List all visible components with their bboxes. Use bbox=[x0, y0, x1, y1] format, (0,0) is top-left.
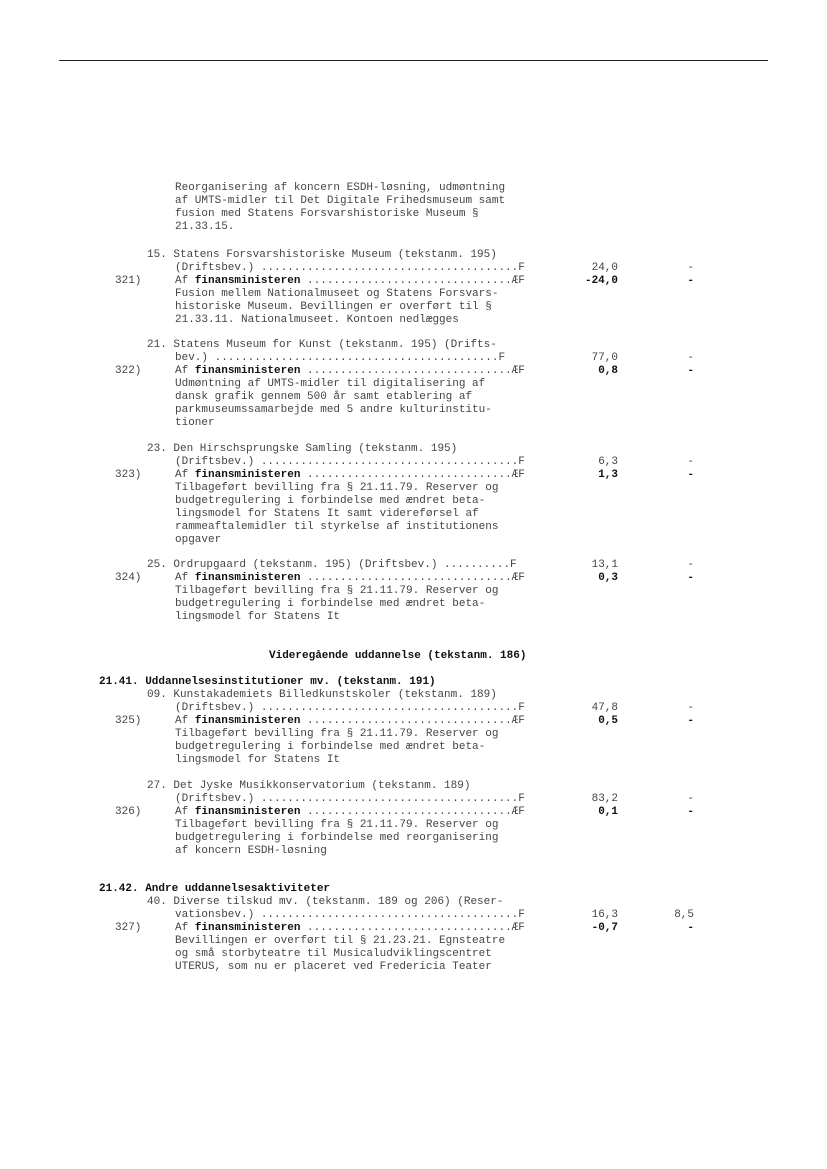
value-f2: - bbox=[687, 352, 694, 364]
entry-text: dansk grafik gennem 500 år samt etablering af bbox=[175, 391, 473, 403]
af-line: Af finansministeren ...............................ÆF bbox=[175, 275, 525, 287]
entry-title-cont: (Driftsbev.) .......................................F bbox=[175, 793, 525, 805]
entry-text: tioner bbox=[175, 417, 215, 429]
value-aef2: - bbox=[687, 572, 694, 584]
entry-text: opgaver bbox=[175, 534, 222, 546]
value-f: 47,8 bbox=[591, 702, 618, 714]
entry-text: Tilbageført bevilling fra § 21.11.79. Reserver og bbox=[175, 585, 499, 597]
entry-id: 327) bbox=[115, 922, 142, 934]
value-f: 77,0 bbox=[591, 352, 618, 364]
value-aef2: - bbox=[687, 715, 694, 727]
entry-title-cont: bev.) ...........................................F bbox=[175, 352, 506, 364]
af-line: Af finansministeren ...............................ÆF bbox=[175, 365, 525, 377]
entry-text: lingsmodel for Statens It bbox=[175, 754, 341, 766]
entry-text: budgetregulering i forbindelse med ændret beta- bbox=[175, 741, 486, 753]
af-line: Af finansministeren ...............................ÆF bbox=[175, 469, 525, 481]
section-heading-2141: 21.41. Uddannelsesinstitutioner mv. (tekstanm. 191) bbox=[99, 676, 436, 688]
af-line: Af finansministeren ...............................ÆF bbox=[175, 806, 525, 818]
value-aef: 0,1 bbox=[598, 806, 618, 818]
entry-text: og små storbyteatre til Musicaludviklingscentret bbox=[175, 948, 492, 960]
value-aef: 0,3 bbox=[598, 572, 618, 584]
entry-text: parkmuseumssamarbejde med 5 andre kulturinstitu- bbox=[175, 404, 492, 416]
entry-title: 15. Statens Forsvarshistoriske Museum (tekstanm. 195) bbox=[147, 249, 497, 261]
af-line: Af finansministeren ...............................ÆF bbox=[175, 922, 525, 934]
value-f2: - bbox=[687, 456, 694, 468]
value-f2: - bbox=[687, 793, 694, 805]
value-f: 6,3 bbox=[598, 456, 618, 468]
af-line: Af finansministeren ...............................ÆF bbox=[175, 715, 525, 727]
entry-id: 322) bbox=[115, 365, 142, 377]
entry-text: budgetregulering i forbindelse med reorganisering bbox=[175, 832, 499, 844]
entry-title-cont: (Driftsbev.) .......................................F bbox=[175, 262, 525, 274]
value-aef2: - bbox=[687, 275, 694, 287]
value-f2: - bbox=[687, 262, 694, 274]
entry-text: budgetregulering i forbindelse med ændret beta- bbox=[175, 495, 486, 507]
value-f2: - bbox=[687, 559, 694, 571]
entry-text: historiske Museum. Bevillingen er overført til § bbox=[175, 301, 492, 313]
entry-text: lingsmodel for Statens It samt videreførsel af bbox=[175, 508, 479, 520]
entry-text: 21.33.11. Nationalmuseet. Kontoen nedlægges bbox=[175, 314, 459, 326]
entry-id: 324) bbox=[115, 572, 142, 584]
section-heading-videregaaende: Videregående uddannelse (tekstanm. 186) bbox=[269, 650, 527, 662]
entry-text: Udmøntning af UMTS-midler til digitalisering af bbox=[175, 378, 486, 390]
entry-title-cont: vationsbev.) .......................................F bbox=[175, 909, 525, 921]
entry-title: 09. Kunstakademiets Billedkunstskoler (tekstanm. 189) bbox=[147, 689, 497, 701]
value-aef: 0,5 bbox=[598, 715, 618, 727]
value-aef2: - bbox=[687, 806, 694, 818]
entry-id: 321) bbox=[115, 275, 142, 287]
entry-id: 325) bbox=[115, 715, 142, 727]
entry-id: 323) bbox=[115, 469, 142, 481]
value-aef: -0,7 bbox=[591, 922, 618, 934]
value-aef2: - bbox=[687, 365, 694, 377]
intro-line: fusion med Statens Forsvarshistoriske Museum § bbox=[175, 208, 479, 220]
value-f: 13,1 bbox=[591, 559, 618, 571]
entry-text: Bevillingen er overført til § 21.23.21. Egnsteatre bbox=[175, 935, 506, 947]
entry-text: Fusion mellem Nationalmuseet og Statens Forsvars- bbox=[175, 288, 499, 300]
entry-title: 23. Den Hirschsprungske Samling (tekstanm. 195) bbox=[147, 443, 458, 455]
entry-text: budgetregulering i forbindelse med ændret beta- bbox=[175, 598, 486, 610]
intro-line: Reorganisering af koncern ESDH-løsning, udmøntning bbox=[175, 182, 506, 194]
entry-text: lingsmodel for Statens It bbox=[175, 611, 341, 623]
value-f: 83,2 bbox=[591, 793, 618, 805]
value-aef2: - bbox=[687, 922, 694, 934]
value-aef: 0,8 bbox=[598, 365, 618, 377]
af-line: Af finansministeren ...............................ÆF bbox=[175, 572, 525, 584]
entry-title-cont: (Driftsbev.) .......................................F bbox=[175, 702, 525, 714]
value-f2: 8,5 bbox=[674, 909, 694, 921]
header-rule bbox=[59, 60, 768, 61]
value-aef: 1,3 bbox=[598, 469, 618, 481]
intro-line: af UMTS-midler til Det Digitale Frihedsmuseum samt bbox=[175, 195, 506, 207]
entry-title-cont: (Driftsbev.) .......................................F bbox=[175, 456, 525, 468]
entry-title: 21. Statens Museum for Kunst (tekstanm. 195) (Drifts- bbox=[147, 339, 497, 351]
entry-text: UTERUS, som nu er placeret ved Fredericia Teater bbox=[175, 961, 492, 973]
entry-text: rammeaftalemidler til styrkelse af institutionens bbox=[175, 521, 499, 533]
value-f2: - bbox=[687, 702, 694, 714]
intro-line: 21.33.15. bbox=[175, 221, 235, 233]
value-f: 16,3 bbox=[591, 909, 618, 921]
value-f: 24,0 bbox=[591, 262, 618, 274]
entry-text: Tilbageført bevilling fra § 21.11.79. Reserver og bbox=[175, 482, 499, 494]
entry-title: 25. Ordrupgaard (tekstanm. 195) (Driftsbev.) ..........F bbox=[147, 559, 517, 571]
entry-text: Tilbageført bevilling fra § 21.11.79. Reserver og bbox=[175, 819, 499, 831]
entry-text: Tilbageført bevilling fra § 21.11.79. Reserver og bbox=[175, 728, 499, 740]
value-aef: -24,0 bbox=[584, 275, 618, 287]
section-heading-2142: 21.42. Andre uddannelsesaktiviteter bbox=[99, 883, 331, 895]
entry-text: af koncern ESDH-løsning bbox=[175, 845, 327, 857]
entry-title: 40. Diverse tilskud mv. (tekstanm. 189 og 206) (Reser- bbox=[147, 896, 504, 908]
entry-id: 326) bbox=[115, 806, 142, 818]
value-aef2: - bbox=[687, 469, 694, 481]
entry-title: 27. Det Jyske Musikkonservatorium (tekstanm. 189) bbox=[147, 780, 471, 792]
